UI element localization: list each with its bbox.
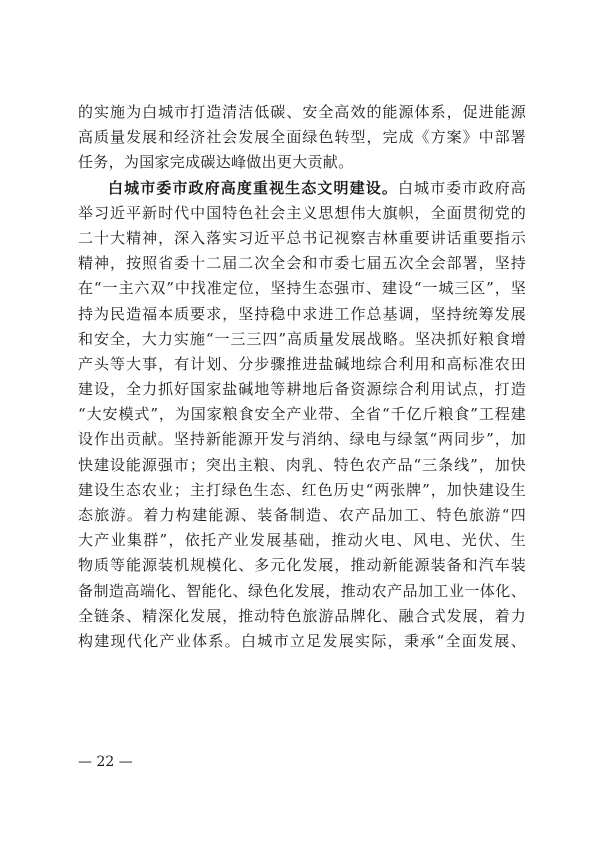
text-line: 任务，为国家完成碳达峰做出更大贡献。 [78,153,354,172]
text-line: 大产业集群”，依托产业发展基础，推动火电、风电、光伏、生 [78,531,526,550]
text-line: 设作出贡献。坚持新能源开发与消纳、绿电与绿氢“两同步”，加 [78,430,526,449]
paragraph-heading: 白城市委市政府高度重视生态文明建设。 [108,178,398,197]
text-line: 的实施为白城市打造清洁低碳、安全高效的能源体系，促进能源 [78,103,526,121]
text-line: 快建设能源强市；突出主粮、肉乳、特色农产品“三条线”，加快 [78,455,526,474]
text-line: 产头等大事，有计划、分步骤推进盐碱地综合利用和高标准农田 [78,354,526,373]
text-line: 建设生态农业；主打绿色生态、红色历史“两张牌”，加快建设生 [78,480,526,499]
text-line: 二十大精神，深入落实习近平总书记视察吉林重要讲话重要指示 [78,228,526,247]
text-line: 在“一主六双”中找准定位，坚持生态强市、建设“一城三区”，坚 [78,279,526,298]
text-line: “大安模式”，为国家粮食安全产业带、全省“千亿斤粮食”工程建 [78,405,526,424]
text-line: 物质等能源装机规模化、多元化发展，推动新能源装备和汽车装 [78,556,526,575]
text-line: 和安全，大力实施“一三三四”高质量发展战略。坚决抓好粮食增 [78,329,526,348]
text-line: 态旅游。着力构建能源、装备制造、农产品加工、特色旅游“四 [78,506,526,524]
page-number: — 22 — [78,754,133,770]
text-line: 建设，全力抓好国家盐碱地等耕地后备资源综合利用试点，打造 [78,380,526,399]
paragraph-first-line [78,176,526,201]
text-line: 高质量发展和经济社会发展全面绿色转型，完成《方案》中部署 [78,128,526,147]
text-line: 备制造高端化、智能化、绿色化发展，推动农产品加工业一体化、 [78,581,526,600]
text-line: 精神，按照省委十二届二次全会和市委七届五次全会部署，坚持 [78,254,526,273]
text-line: 举习近平新时代中国特色社会主义思想伟大旗帜，全面贯彻党的 [78,203,526,222]
paragraph-first-line-rest: 白城市委市政府高 [397,178,526,197]
text-line: 全链条、精深化发展，推动特色旅游品牌化、融合式发展，着力 [78,606,526,625]
text-line: 构建现代化产业体系。白城市立足发展实际，秉承“全面发展、 [78,631,526,650]
body-text [78,100,526,654]
text-line: 持为民造福本质要求，坚持稳中求进工作总基调，坚持统筹发展 [78,304,526,323]
